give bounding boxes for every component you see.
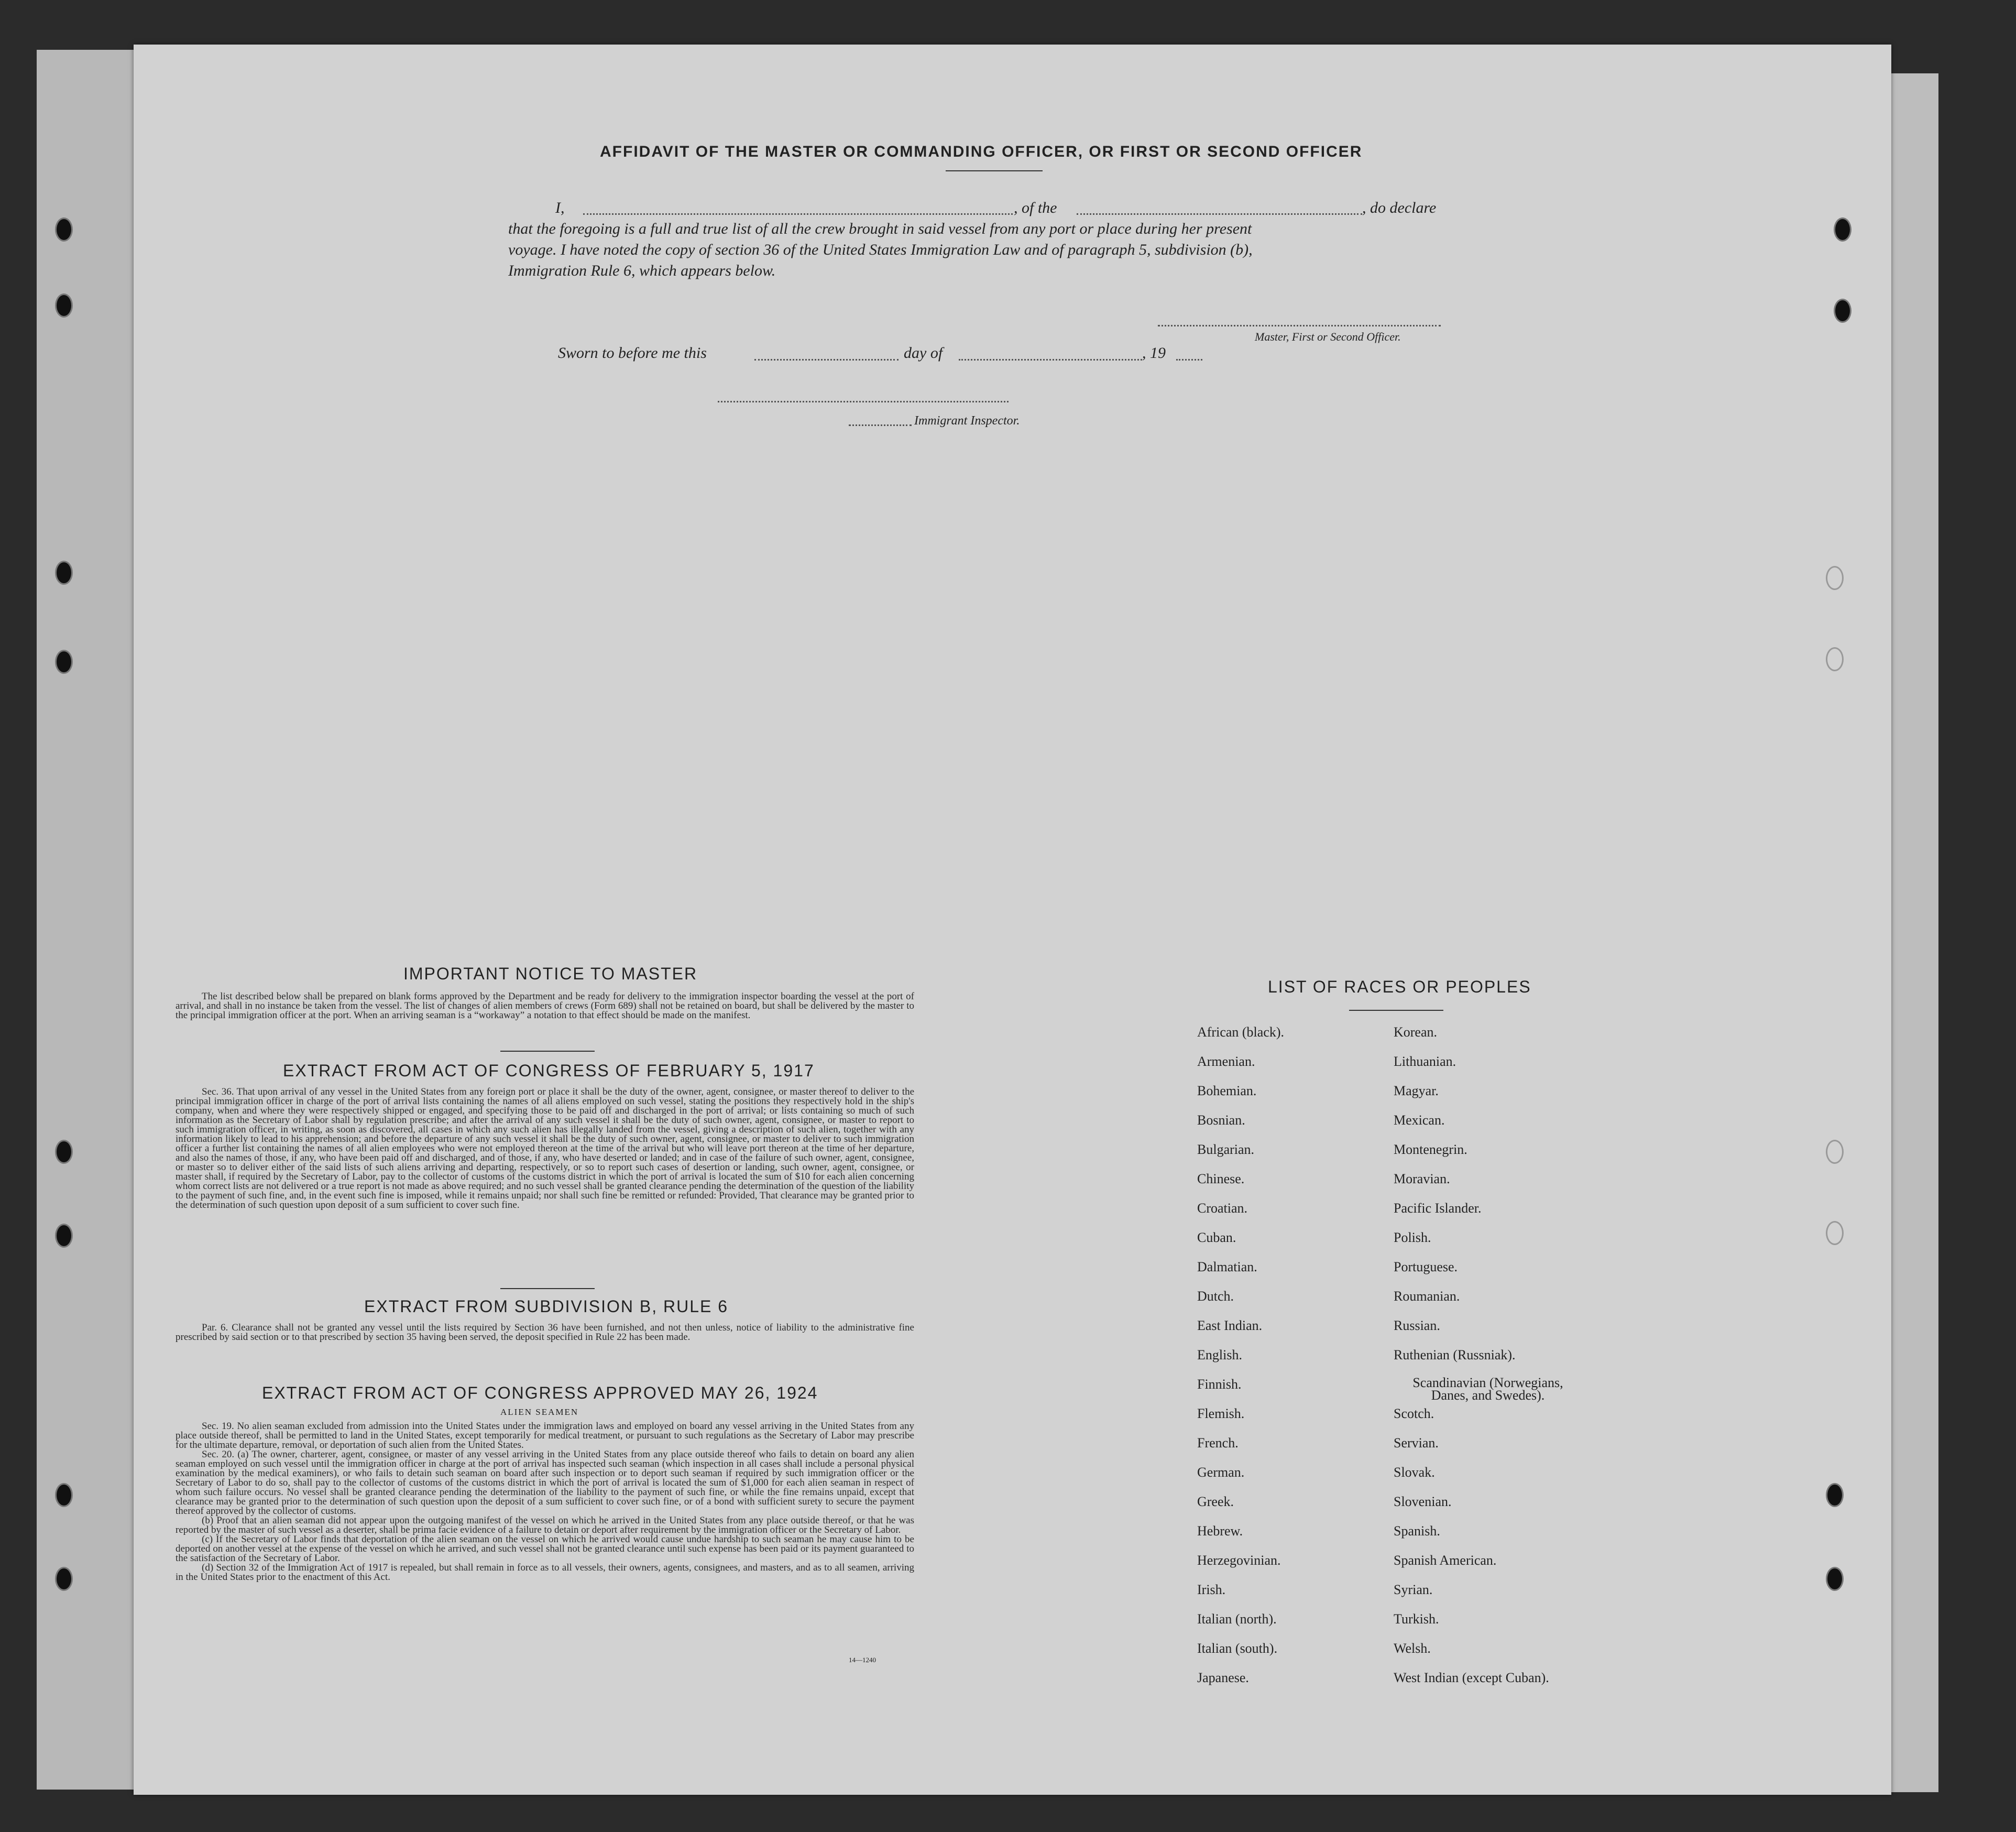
race-item: Scotch. [1394,1406,1434,1421]
race-item: Moravian. [1394,1171,1450,1186]
extract-1924-title: EXTRACT FROM ACT OF CONGRESS APPROVED MAY 26, 1924 [262,1383,818,1402]
extract-1924-body [176,1422,914,1582]
punch-hole [1834,299,1851,323]
back-sheet-left [37,50,141,1790]
race-item: Korean. [1394,1024,1438,1040]
race-item: Slovak. [1394,1465,1435,1480]
punch-hole [1826,1140,1844,1164]
race-item: Finnish. [1197,1377,1242,1392]
extract-rule6-title: EXTRACT FROM SUBDIVISION B, RULE 6 [364,1297,729,1316]
race-item: Syrian. [1394,1582,1433,1597]
races-title-rule [1349,1010,1443,1011]
punch-hole [1826,1483,1844,1507]
punch-hole [55,217,73,242]
inspector-signature-line [718,401,1009,402]
punch-hole [55,650,73,674]
declaration-i: I, [555,199,565,216]
sec-20a: Sec. 20. (a) The owner, charterer, agent, consignee, or master of any vessel arriving in the United States from any place outside thereof who fails to detain on board any alien seaman employed on such vessel until the immigration officer in charge at the port of arrival has inspected such seaman (which inspection in all cases shall include a personal physical examination by the medical examiners), or who fails to detain such seaman on board after such inspection or to deport such seaman if required by such immigration officer or the Secretary of Labor to do so, shall pay to the collector of customs of the customs district in which the port of arrival is located the sum of $1,000 for each alien seaman in respect of whom such failure occurs. No vessel shall be granted clearance pending the determination of the liability to the payment of such fine, or while the fine remains unpaid, except that clearance may be granted prior to the determination of such question upon the deposit of a sum sufficient to cover such fine, or of a bond with sufficient surety to secure the payment thereof approved by the collector of customs. [176,1449,914,1517]
sworn-day-blank [754,359,899,361]
punch-hole [55,561,73,585]
sec-20b: (b) Proof that an alien seaman did not appear upon the outgoing manifest of the vessel on which he arrived in the United States from any place outside thereof, or that he was reported by the master of such vessel as a deserter, shall be prima facie evidence of a failure to detain or deport after requirement by the immigration officer or the Secretary of Labor. [176,1515,914,1535]
punch-hole [1834,217,1851,242]
document-page [134,45,1891,1795]
race-item: Flemish. [1197,1406,1245,1421]
race-item: Herzegovinian. [1197,1553,1281,1568]
race-item: West Indian (except Cuban). [1394,1670,1549,1685]
master-signature-caption: Master, First or Second Officer. [1255,330,1401,343]
sec-20d: (d) Section 32 of the Immigration Act of 1917 is repealed, but shall remain in force as to all vessels, their owners, agents, consignees, and masters, and as to all seamen, arriving in the United States prior to the enactment of this Act. [176,1562,914,1583]
extract-rule6-body: Par. 6. Clearance shall not be granted any vessel until the lists required by Section 36 have been furnished, and not then unless, notice of liability to the administrative fine prescribed by said section or to that prescribed by section 35 having been served, the deposit specified in Rule 22 has been made. [176,1322,914,1343]
declaration-line-4: Immigration Rule 6, which appears below. [508,262,776,279]
punch-hole [55,1140,73,1164]
race-item: Servian. [1394,1435,1439,1451]
declaration-line-2: that the foregoing is a full and true list of all the crew brought in said vessel from any port or place during her present [508,220,1252,237]
race-item: Hebrew. [1197,1523,1243,1539]
race-item: English. [1197,1347,1242,1362]
race-item: Irish. [1197,1582,1226,1597]
punch-hole [1826,1567,1844,1591]
race-item: Portuguese. [1394,1259,1458,1274]
race-item: Lithuanian. [1394,1054,1456,1069]
notice-title: IMPORTANT NOTICE TO MASTER [403,964,698,983]
punch-hole [55,1224,73,1248]
race-item: Cuban. [1197,1230,1236,1245]
punch-hole [55,1567,73,1591]
race-item: Magyar. [1394,1083,1439,1098]
race-item: Spanish. [1394,1523,1440,1539]
race-item: East Indian. [1197,1318,1263,1333]
race-item: Chinese. [1197,1171,1245,1186]
race-item: Bosnian. [1197,1113,1245,1128]
race-item: Mexican. [1394,1113,1445,1128]
inspector-caption: Immigrant Inspector. [914,414,1020,428]
race-item: Slovenian. [1394,1494,1452,1509]
race-item: German. [1197,1465,1245,1480]
declaration-do-declare: , do declare [1362,199,1437,216]
inspector-caption-lead [849,424,912,426]
month-blank [959,359,1142,361]
race-item: Polish. [1394,1230,1431,1245]
race-item: Ruthenian (Russniak). [1394,1347,1516,1362]
notice-rule [500,1051,595,1052]
extract-1917-title: EXTRACT FROM ACT OF CONGRESS OF FEBRUARY 5, 1917 [283,1061,815,1080]
race-item: Greek. [1197,1494,1234,1509]
races-title: LIST OF RACES OR PEOPLES [1268,977,1531,996]
notice-body: The list described below shall be prepared on blank forms approved by the Department and be ready for delivery to the immigration inspector boarding the vessel at the port of arrival, and shall in no instance be taken from the vessel. The list of changes of alien members of crews (Form 689) shall not be retained on board, but shall be delivered by the master to the principal immigration officer at the port. When an arriving seaman is a “workaway” a notation to that effect should be made on the manifest. [176,991,914,1021]
race-item: Pacific Islander. [1394,1201,1482,1216]
race-item: Montenegrin. [1394,1142,1467,1157]
sec-19: Sec. 19. No alien seaman excluded from admission into the United States under the immigration laws and employed on board any vessel arriving in the United States from any place outside thereof, shall be permitted to land in the United States, except temporarily for medical treatment, or pursuant to such regulations as the Secretary of Labor may prescribe for the ultimate departure, removal, or deportation of such alien from the United States. [176,1421,914,1451]
extract-1917-body: Sec. 36. That upon arrival of any vessel in the United States from any foreign port or place it shall be the duty of the owner, agent, consignee, or master thereof to deliver to the principal immigration officer in charge of the port of arrival lists containing the names of all aliens employed on such vessel, stating the positions they respectively hold in the ship's company, when and where they were respectively shipped or engaged, and specifying those to be paid off and discharged in the port of arrival; or lists containing so much of such information as the Secretary of Labor shall by regulation prescribe; and after the arrival of any such vessel it shall be the duty of such owner, agent, consignee, or master to report to such immigration officer, in writing, as soon as discovered, all cases in which any such alien has illegally landed from the vessel, giving a description of such alien, together with any information likely to lead to his apprehension; and before the departure of any such vessel it shall be the duty of such owner, agent, consignee, or master to deliver to such immigration officer a further list containing the names of all alien employees who were not employed thereon at the time of the arrival but who will leave port thereon at the time of her departure, and also the names of those, if any, who have been paid off and discharged, and of those, if any, who have deserted or landed; and in case of the failure of such owner, agent, consignee, or master so to deliver either of the said lists of such aliens arriving and departing, respectively, or so to report such cases of desertion or landing, such owner, agent, consignee, or master shall, if required by the Secretary of Labor, pay to the collector of customs of the customs district in which the port of arrival is located the sum of $10 for each alien concerning whom correct lists are not delivered or a true report is not made as above required; and no such vessel shall be granted clearance pending the determination of the question of the liability to the payment of such fine, and, in the event such fine is imposed, while it remains unpaid; nor shall such fine be remitted or refunded: Provided, That clearance may be granted prior to the determination of such question upon deposit of a sum sufficient to cover such fine. [176,1086,914,1211]
race-item: Roumanian. [1394,1289,1460,1304]
race-item: Italian (south). [1197,1641,1278,1656]
race-item: Spanish American. [1394,1553,1497,1568]
sworn-text: Sworn to before me this [558,344,707,362]
race-item: Dutch. [1197,1289,1234,1304]
sec-20c: (c) If the Secretary of Labor finds that deportation of the alien seaman on the vessel on which he arrived would cause undue hardship to such seaman he may cause him to be deported on another vessel at the expense of the vessel on which he arrived, and such vessel shall not be granted clearance until such expense has been paid or its payment guaranteed to the satisfaction of the Secretary of Labor. [176,1534,914,1564]
race-item: Dalmatian. [1197,1259,1257,1274]
race-item: Bulgarian. [1197,1142,1255,1157]
race-item: Welsh. [1394,1641,1431,1656]
affidavit-title: AFFIDAVIT OF THE MASTER OR COMMANDING OFFICER, OR FIRST OR SECOND OFFICER [600,143,1363,160]
punch-hole [1826,647,1844,671]
extract-1917-rule [500,1288,595,1289]
race-item: Scandinavian (Norwegians, Danes, and Swedes). [1412,1375,1563,1403]
punch-hole [55,1483,73,1507]
punch-hole [1826,566,1844,590]
race-item: Croatian. [1197,1201,1248,1216]
punch-hole [1826,1221,1844,1245]
race-item: Russian. [1394,1318,1440,1333]
race-item: Japanese. [1197,1670,1249,1685]
extract-1924-subtitle: ALIEN SEAMEN [500,1407,579,1417]
declaration-line-3: voyage. I have noted the copy of section 36 of the United States Immigration Law and of paragraph 5, subdivision (b), [508,241,1253,258]
year-blank [1176,359,1202,361]
year-text: , 19 [1142,344,1166,362]
name-blank [583,213,1013,215]
master-signature-line [1158,325,1441,326]
race-item: African (black). [1197,1024,1285,1040]
day-of-text: day of [904,344,943,362]
affidavit-title-rule [946,170,1043,171]
race-item: Italian (north). [1197,1611,1277,1627]
form-number: 14—1240 [849,1656,876,1664]
race-item: Bohemian. [1197,1083,1257,1098]
race-item: French. [1197,1435,1239,1451]
race-item: Turkish. [1394,1611,1439,1627]
declaration-of-the: , of the [1014,199,1057,216]
vessel-blank [1077,213,1362,215]
punch-hole [55,293,73,318]
race-item: Armenian. [1197,1054,1255,1069]
